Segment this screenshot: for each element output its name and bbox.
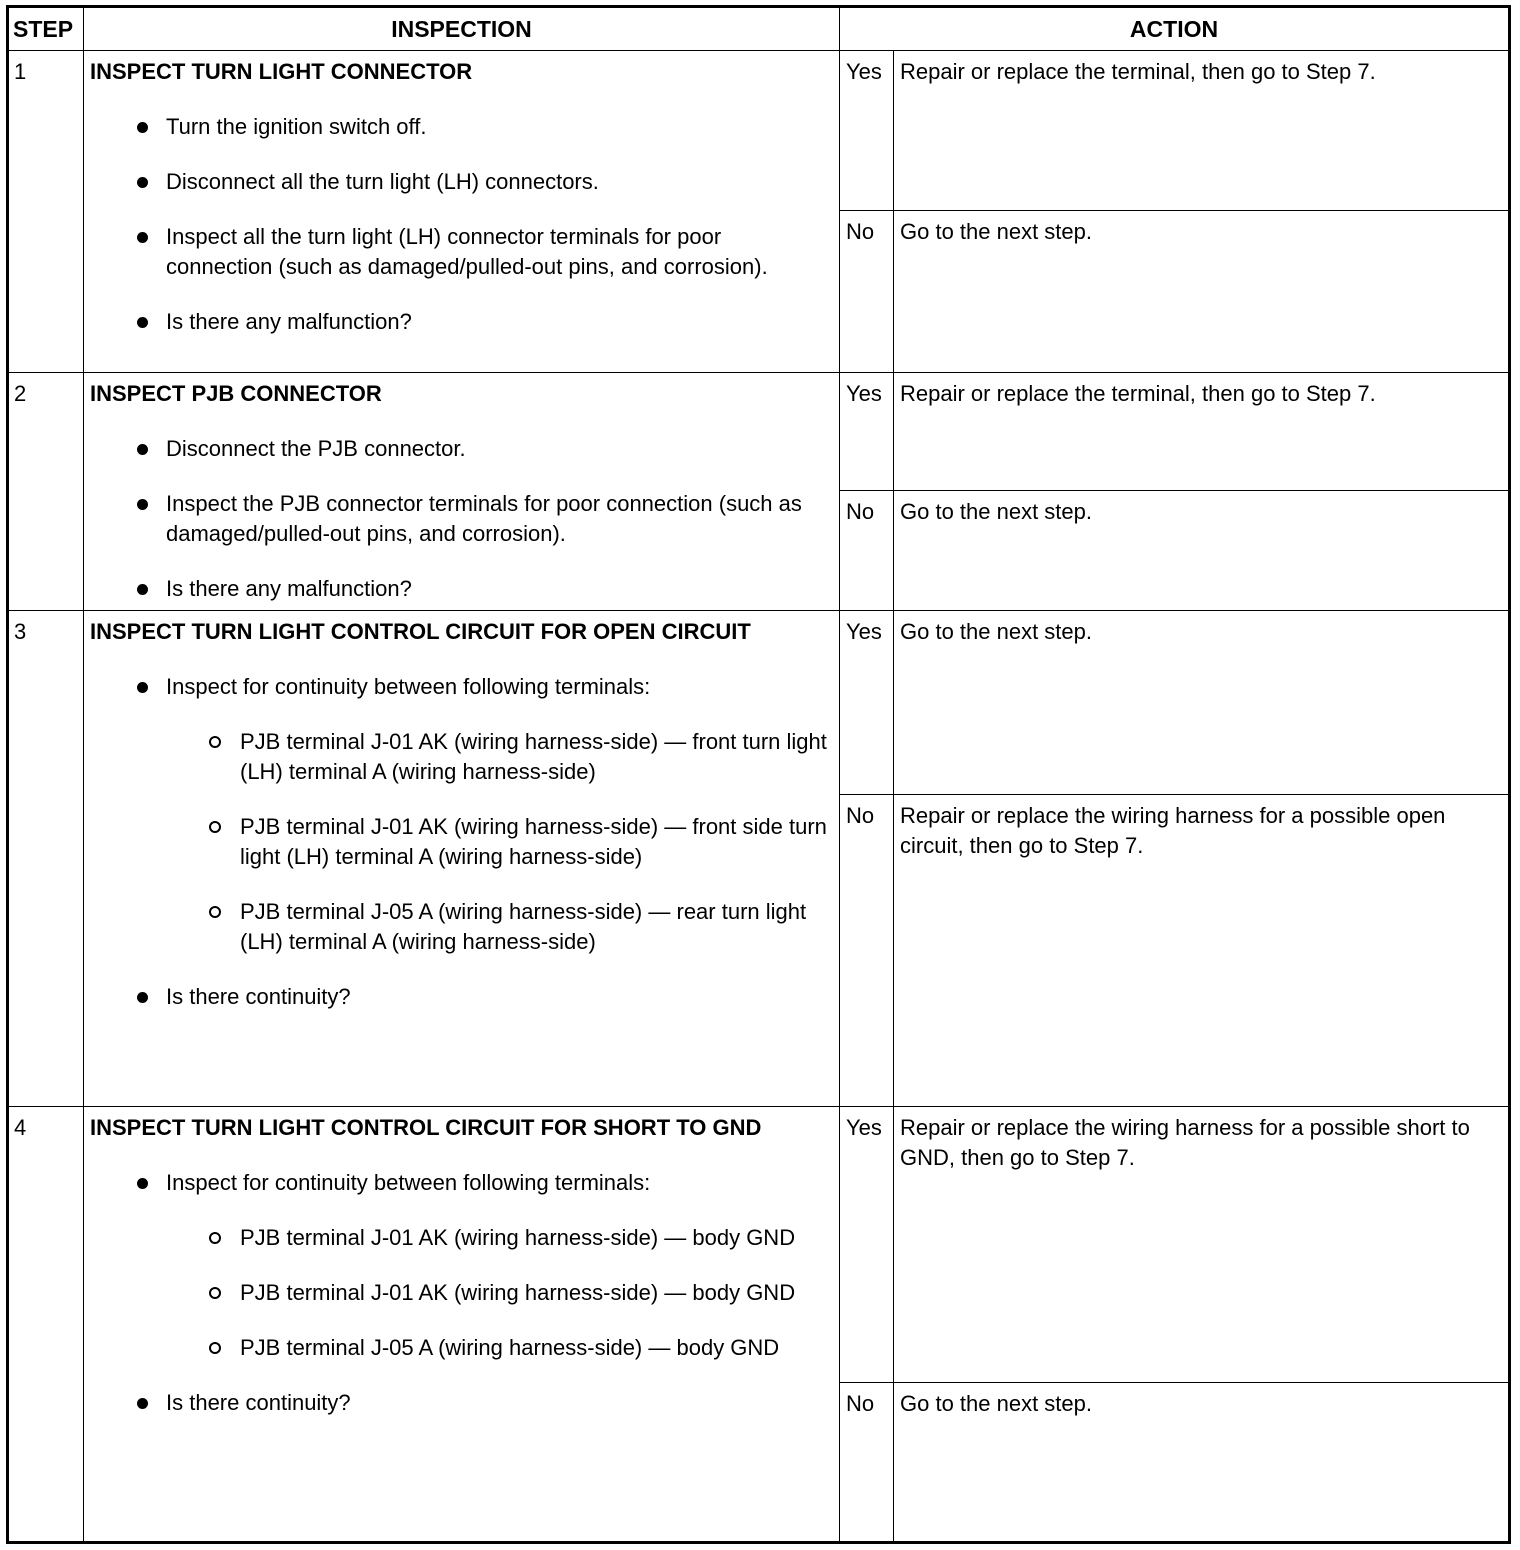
no-label: No (840, 211, 894, 373)
yes-label: Yes (840, 611, 894, 795)
header-inspection: INSPECTION (84, 7, 840, 51)
step-4-yes-row (8, 1107, 1510, 1383)
step-4-inspection (84, 1107, 840, 1543)
sub-item: PJB terminal J-01 AK (wiring harness-side) — body GND (90, 1278, 831, 1308)
step-2-yes-row (8, 373, 1510, 491)
sub-item: PJB terminal J-01 AK (wiring harness-side) — front side turn light (LH) terminal A (wiring harness-side) (90, 812, 831, 872)
yes-action: Go to the next step. (894, 611, 1510, 795)
no-label: No (840, 1383, 894, 1543)
yes-label: Yes (840, 373, 894, 491)
sub-item: PJB terminal J-01 AK (wiring harness-side) — body GND (90, 1223, 831, 1253)
bullet-item: Turn the ignition switch off. (90, 112, 831, 142)
step-2-inspection (84, 373, 840, 611)
step-title: INSPECT TURN LIGHT CONTROL CIRCUIT FOR OPEN CIRCUIT (90, 619, 751, 644)
bullet-item: Disconnect the PJB connector. (90, 434, 831, 464)
bullet-item: Is there any malfunction? (90, 307, 831, 337)
yes-action: Repair or replace the terminal, then go to Step 7. (894, 373, 1510, 491)
step-title: INSPECT PJB CONNECTOR (90, 381, 382, 406)
sub-item: PJB terminal J-05 A (wiring harness-side) — rear turn light (LH) terminal A (wiring harness-side) (90, 897, 831, 957)
bullet-item: Inspect the PJB connector terminals for poor connection (such as damaged/pulled-out pins, and corrosion). (90, 489, 831, 549)
bullet-item: Inspect for continuity between following terminals: (90, 672, 831, 702)
header-row (8, 7, 1510, 51)
bullet-item: Inspect all the turn light (LH) connector terminals for poor connection (such as damaged/pulled-out pins, and corrosion). (90, 222, 831, 282)
step-1-yes-row (8, 51, 1510, 211)
no-label: No (840, 491, 894, 611)
no-label: No (840, 795, 894, 1107)
bullet-item: Is there any malfunction? (90, 574, 831, 604)
step-number: 1 (8, 51, 84, 373)
bullet-item: Is there continuity? (90, 1388, 831, 1418)
header-action: ACTION (840, 7, 1510, 51)
step-number: 2 (8, 373, 84, 611)
no-action: Go to the next step. (894, 491, 1510, 611)
no-action: Repair or replace the wiring harness for a possible open circuit, then go to Step 7. (894, 795, 1510, 1107)
step-number: 3 (8, 611, 84, 1107)
bullet-item: Disconnect all the turn light (LH) connectors. (90, 167, 831, 197)
step-1-inspection (84, 51, 840, 373)
header-step: STEP (8, 7, 84, 51)
bullet-item: Inspect for continuity between following terminals: (90, 1168, 831, 1198)
yes-label: Yes (840, 51, 894, 211)
sub-item: PJB terminal J-01 AK (wiring harness-side) — front turn light (LH) terminal A (wiring harness-side) (90, 727, 831, 787)
no-action: Go to the next step. (894, 211, 1510, 373)
step-number: 4 (8, 1107, 84, 1543)
step-3-yes-row (8, 611, 1510, 795)
step-3-inspection (84, 611, 840, 1107)
sub-item: PJB terminal J-05 A (wiring harness-side) — body GND (90, 1333, 831, 1363)
yes-label: Yes (840, 1107, 894, 1383)
yes-action: Repair or replace the wiring harness for a possible short to GND, then go to Step 7. (894, 1107, 1510, 1383)
yes-action: Repair or replace the terminal, then go to Step 7. (894, 51, 1510, 211)
bullet-item: Is there continuity? (90, 982, 831, 1012)
diagnostic-table (6, 5, 1511, 1544)
step-title: INSPECT TURN LIGHT CONTROL CIRCUIT FOR SHORT TO GND (90, 1115, 762, 1140)
step-title: INSPECT TURN LIGHT CONNECTOR (90, 59, 473, 84)
no-action: Go to the next step. (894, 1383, 1510, 1543)
